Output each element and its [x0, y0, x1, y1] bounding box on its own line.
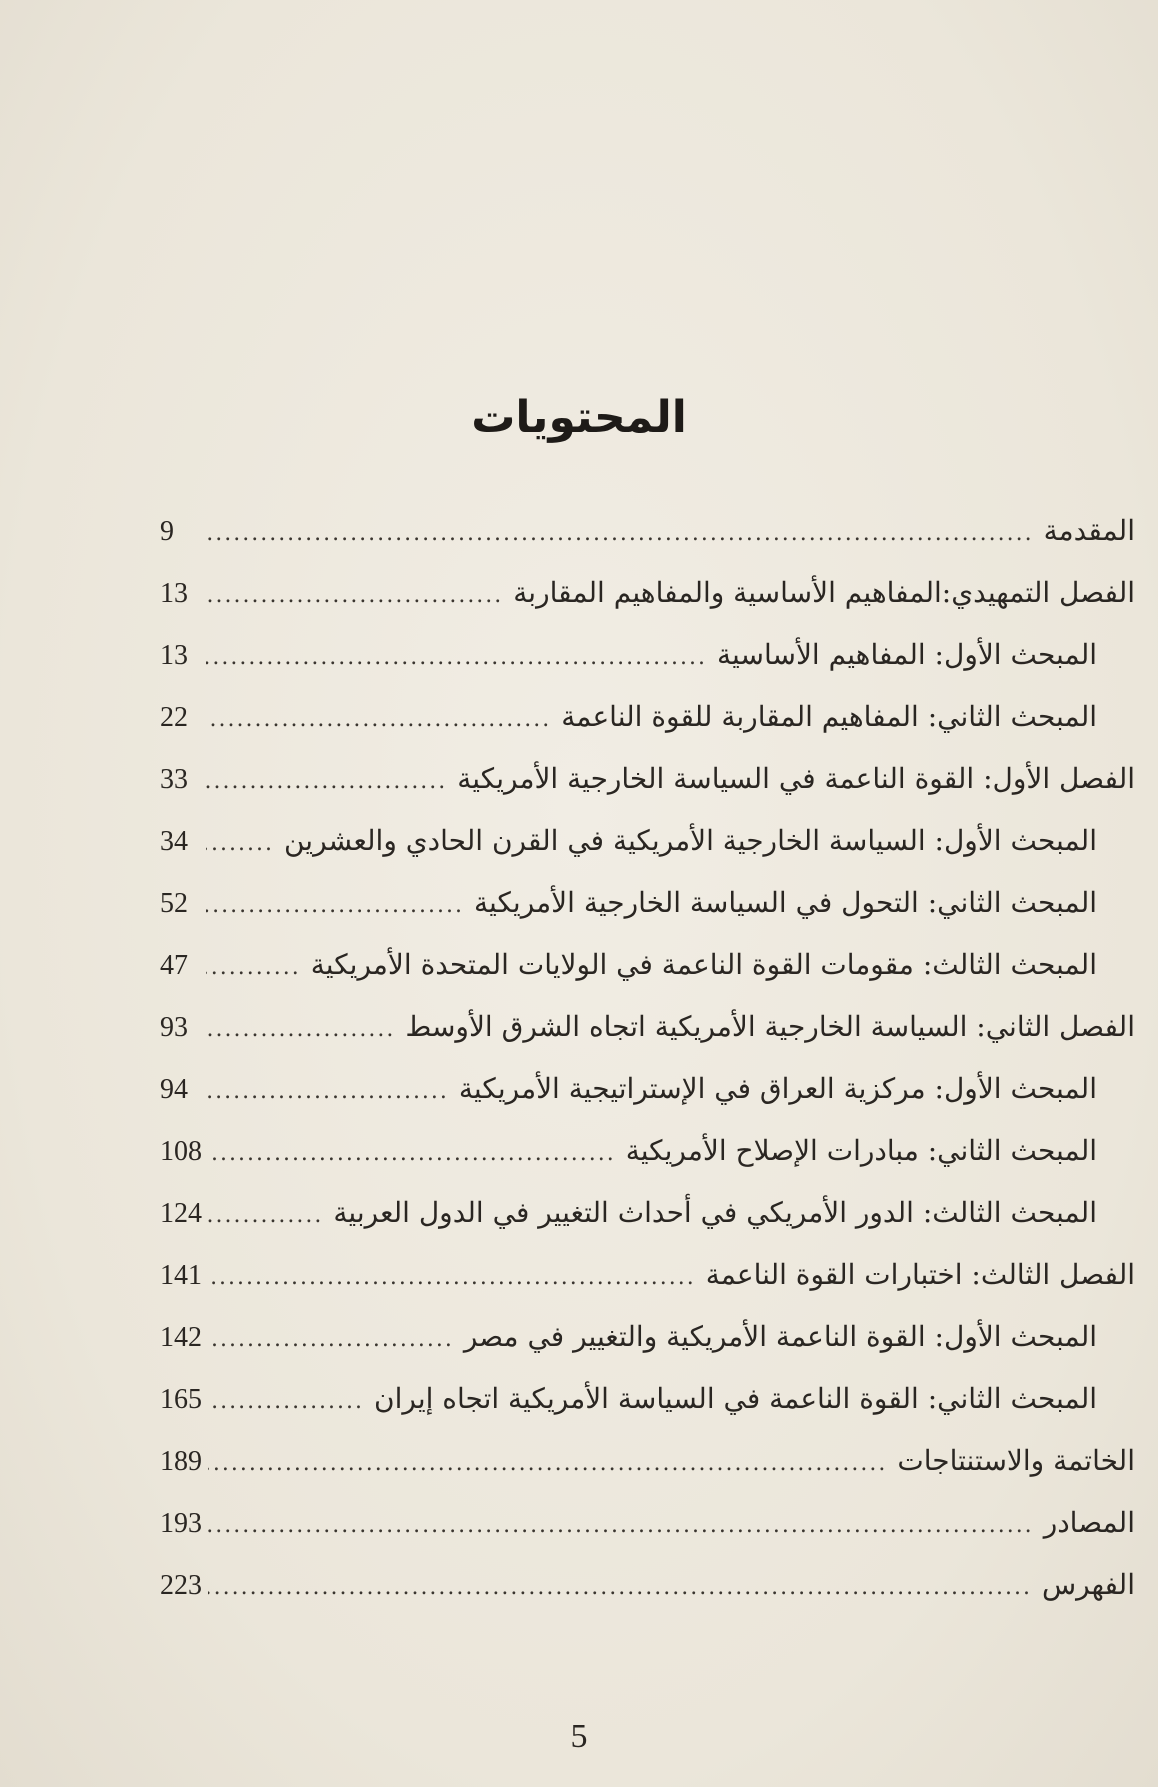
toc-entry: [160, 1368, 1135, 1430]
dot-leader: [208, 1123, 616, 1185]
toc-entry-label: الفصل الثاني: السياسة الخارجية الأمريكية اتجاه الشرق الأوسط: [405, 1010, 1135, 1043]
toc-entry: [160, 1182, 1135, 1244]
toc-entry: [160, 934, 1135, 996]
toc-entry-page: 193: [160, 1508, 202, 1539]
toc-entry: [160, 1430, 1135, 1492]
toc-entry: [160, 1554, 1135, 1616]
toc-entry: [160, 996, 1135, 1058]
table-of-contents: [160, 500, 1135, 1616]
page-title: المحتويات: [471, 392, 687, 443]
toc-entry-page: 124: [160, 1198, 202, 1229]
toc-entry-label: المبحث الأول: القوة الناعمة الأمريكية والتغيير في مصر: [463, 1320, 1097, 1353]
toc-entry: [160, 872, 1135, 934]
toc-entry-page: 13: [160, 578, 188, 609]
toc-entry-label: المبحث الأول: السياسة الخارجية الأمريكية في القرن الحادي والعشرين: [283, 824, 1097, 857]
toc-entry-label: المبحث الأول: المفاهيم الأساسية: [717, 638, 1097, 671]
toc-entry-label: الفهرس: [1041, 1568, 1135, 1601]
toc-entry-label: المقدمة: [1043, 514, 1135, 547]
dot-leader: [208, 1433, 887, 1495]
dot-leader: [206, 627, 707, 689]
toc-entry-label: المبحث الثاني: القوة الناعمة في السياسة الأمريكية اتجاه إيران: [374, 1382, 1097, 1415]
dot-leader: [206, 751, 447, 813]
dot-leader: [208, 1185, 323, 1247]
dot-leader: [208, 1309, 454, 1371]
dot-leader: [208, 1247, 696, 1309]
toc-entry-page: 189: [160, 1446, 202, 1477]
toc-entry: [160, 624, 1135, 686]
dot-leader: [206, 1061, 449, 1123]
toc-entry-page: 22: [160, 702, 188, 733]
page-number: 5: [570, 1718, 588, 1755]
toc-entry-label: المبحث الثالث: الدور الأمريكي في أحداث التغيير في الدول العربية: [333, 1196, 1097, 1229]
dot-leader: [206, 875, 464, 937]
dot-leader: [206, 503, 1034, 565]
dot-leader: [208, 1495, 1034, 1557]
toc-entry: [160, 500, 1135, 562]
toc-entry-page: 52: [160, 888, 188, 919]
dot-leader: [206, 937, 301, 999]
toc-entry-label: المبحث الثاني: مبادرات الإصلاح الأمريكية: [625, 1134, 1097, 1167]
toc-entry: [160, 1058, 1135, 1120]
toc-entry-page: 165: [160, 1384, 202, 1415]
toc-entry: [160, 1492, 1135, 1554]
toc-entry-label: المبحث الأول: مركزية العراق في الإستراتيجية الأمريكية: [458, 1072, 1097, 1105]
toc-entry-label: المصادر: [1043, 1506, 1135, 1539]
toc-entry-label: الفصل الأول: القوة الناعمة في السياسة الخارجية الأمريكية: [457, 762, 1135, 795]
toc-entry-page: 33: [160, 764, 188, 795]
toc-entry: [160, 1306, 1135, 1368]
toc-entry-label: المبحث الثالث: مقومات القوة الناعمة في الولايات المتحدة الأمريكية: [310, 948, 1097, 981]
toc-entry: [160, 1120, 1135, 1182]
dot-leader: [206, 565, 503, 627]
toc-entry-page: 94: [160, 1074, 188, 1105]
toc-entry: [160, 686, 1135, 748]
toc-entry-page: 108: [160, 1136, 202, 1167]
toc-entry-label: الفصل التمهيدي:المفاهيم الأساسية والمفاهيم المقاربة: [513, 576, 1135, 609]
toc-entry: [160, 562, 1135, 624]
dot-leader: [206, 689, 551, 751]
toc-entry-page: 141: [160, 1260, 202, 1291]
toc-entry-label: الفصل الثالث: اختبارات القوة الناعمة: [705, 1258, 1135, 1291]
toc-entry-label: المبحث الثاني: التحول في السياسة الخارجية الأمريكية: [474, 886, 1097, 919]
toc-entry-label: الخاتمة والاستنتاجات: [897, 1444, 1135, 1477]
toc-entry-label: المبحث الثاني: المفاهيم المقاربة للقوة الناعمة: [561, 700, 1097, 733]
toc-entry: [160, 810, 1135, 872]
dot-leader: [208, 1371, 364, 1433]
dot-leader: [206, 813, 274, 875]
dot-leader: [206, 999, 395, 1061]
toc-entry-page: 47: [160, 950, 188, 981]
toc-entry-page: 9: [160, 516, 174, 547]
dot-leader: [208, 1557, 1032, 1619]
toc-entry: [160, 748, 1135, 810]
toc-entry-page: 223: [160, 1570, 202, 1601]
toc-entry: [160, 1244, 1135, 1306]
toc-entry-page: 142: [160, 1322, 202, 1353]
toc-entry-page: 34: [160, 826, 188, 857]
toc-entry-page: 93: [160, 1012, 188, 1043]
toc-entry-page: 13: [160, 640, 188, 671]
